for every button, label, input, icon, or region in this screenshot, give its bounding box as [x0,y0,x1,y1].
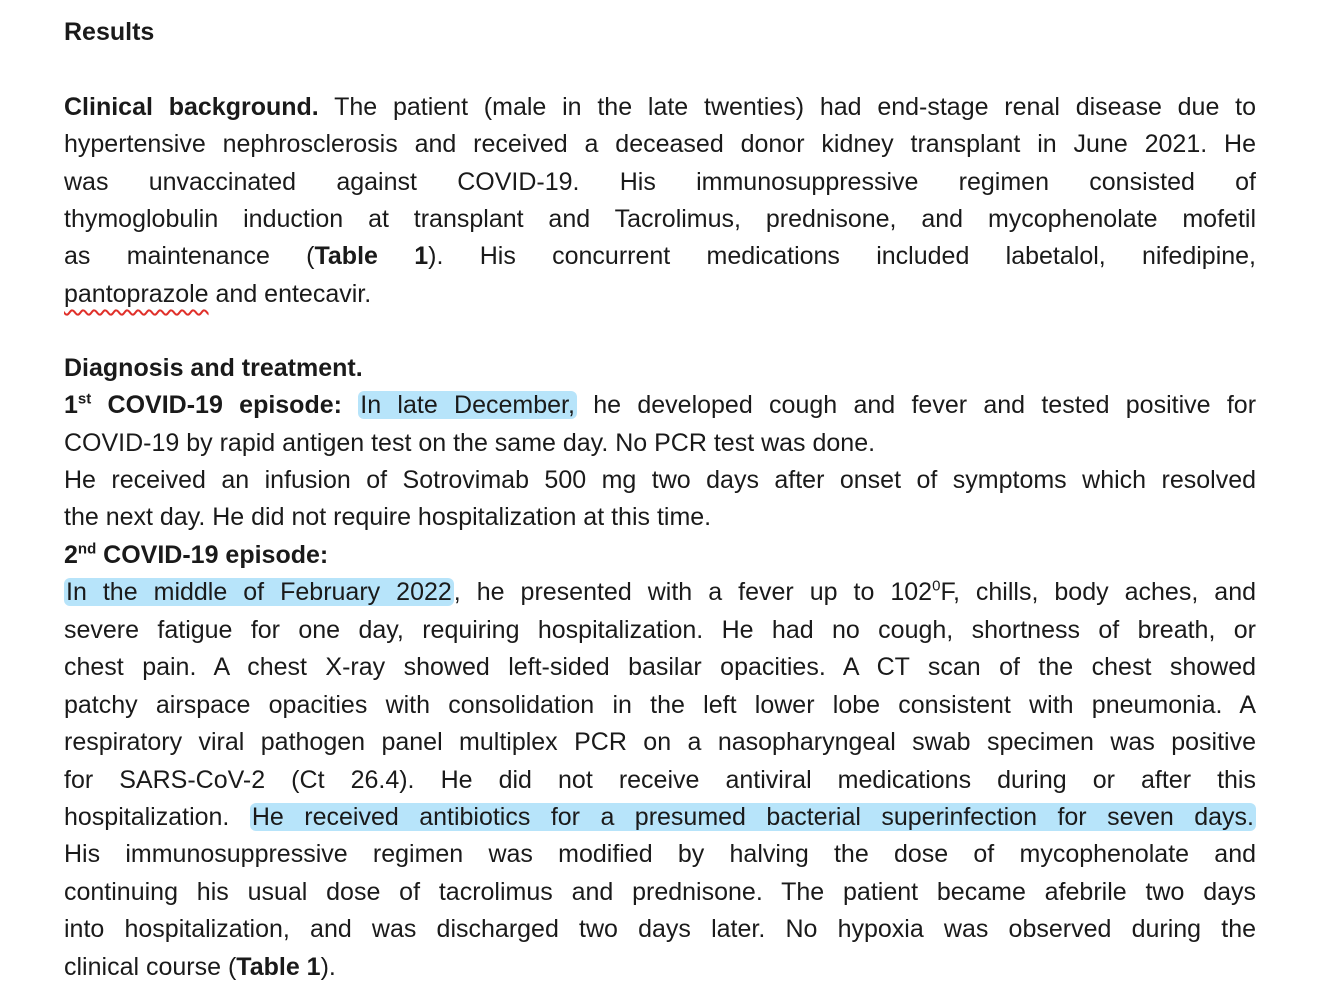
ep1-line-4: the next day. He did not require hospitalization at this time. [64,503,712,531]
table-ref: Table 1 [236,953,321,981]
ep1-text: he developed cough and fever and tested positive for [593,391,1257,419]
ep2-text: hospitalization. [64,803,250,831]
ep2-line-7 [64,799,1256,836]
degree-sup: 0 [932,577,941,595]
ep2-line-2: severe fatigue for one day, requiring hospitalization. He had no cough, shortness of breath, or [64,616,1256,644]
clinical-line-3: was unvaccinated against COVID-19. His immunosuppressive regimen consisted of [64,168,1256,196]
ep2-line-5: respiratory viral pathogen panel multiplex PCR on a nasopharyngeal swab specimen was positive [64,728,1256,756]
table-ref: Table 1 [314,242,429,270]
ep2-text: , he presented with a fever up to 102 [453,578,933,606]
ep2-line-10: into hospitalization, and was discharged two days later. No hypoxia was observed during the [64,915,1256,943]
ep2-line-3: chest pain. A chest X-ray showed left-sided basilar opacities. A CT scan of the chest showed [64,653,1256,681]
ep1-line-1 [64,387,1256,424]
highlight: In the middle of February 2022 [66,578,452,606]
ep2-label: 2nd COVID-19 episode: [64,540,329,569]
highlight: He received antibiotics for a presumed bacterial superinfection for seven days. [251,803,1255,831]
clinical-text: The patient (male in the late twenties) had end-stage renal disease due to [334,93,1257,121]
ep2-text: F, chills, body aches, and [940,578,1256,606]
ep2-line-4: patchy airspace opacities with consolidation in the left lower lobe consistent with pneumonia. A [64,691,1256,719]
ep2-line-1 [64,574,1256,611]
clinical-line-2: hypertensive nephrosclerosis and received a deceased donor kidney transplant in June 2021. He [64,130,1256,158]
ep1-line-2: COVID-19 by rapid antigen test on the same day. No PCR test was done. [64,429,876,457]
clinical-title: Clinical background. [64,93,319,121]
clinical-line-6 [64,276,371,313]
highlight: In late December, [360,391,575,419]
ep2-line-11 [64,949,336,986]
ep1-line-3: He received an infusion of Sotrovimab 500 mg two days after onset of symptoms which resolved [64,466,1256,494]
section-heading: Results [64,18,155,46]
clinical-line-5 [64,238,1256,275]
clinical-text: as maintenance ( [64,242,315,270]
ep2-line-9: continuing his usual dose of tacrolimus and prednisone. The patient became afebrile two days [64,878,1256,906]
clinical-text: and entecavir. [208,280,372,308]
spellcheck-word: pantoprazole [64,280,209,308]
ep2-text: ). [320,953,336,981]
clinical-text: ). His concurrent medications included labetalol, nifedipine, [428,242,1257,270]
clinical-line-1 [64,89,1256,126]
ep2-text: clinical course ( [64,953,237,981]
ep1-label: 1st COVID-19 episode: [64,390,342,419]
diagnosis-title: Diagnosis and treatment. [64,354,363,382]
ep2-line-6: for SARS-CoV-2 (Ct 26.4). He did not receive antiviral medications during or after this [64,766,1256,794]
ep2-line-8: His immunosuppressive regimen was modified by halving the dose of mycophenolate and [64,840,1256,868]
clinical-line-4: thymoglobulin induction at transplant and Tacrolimus, prednisone, and mycophenolate mofetil [64,205,1256,233]
